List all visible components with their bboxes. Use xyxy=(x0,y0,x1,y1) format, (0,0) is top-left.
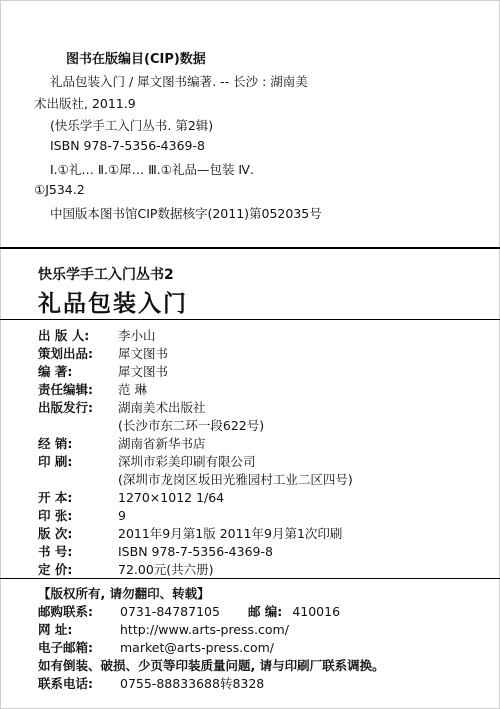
info-publisher-address: (长沙市东二环一段622号) xyxy=(118,418,265,433)
cip-line-6: ①J534.2 xyxy=(34,182,85,197)
info-price: 定 价: 72.00元(共六册) xyxy=(38,562,214,577)
quality-notice: 如有倒装、破损、少页等印装质量问题, 请与印刷厂联系调换。 xyxy=(38,658,385,673)
email-link[interactable]: market@arts-press.com/ xyxy=(120,640,274,655)
info-edition: 版 次: 2011年9月第1版 2011年9月第1次印刷 xyxy=(38,526,343,541)
info-printer: 印 刷: 深圳市彩美印刷有限公司 xyxy=(38,454,256,469)
cip-title: 图书在版编目(CIP)数据 xyxy=(66,52,206,67)
cip-line-3: (快乐学手工入门丛书. 第2辑) xyxy=(50,118,214,133)
cip-line-1: 礼品包装入门 / 犀文图书编著. -- 长沙 : 湖南美 xyxy=(50,74,308,89)
info-author: 编 著: 犀文图书 xyxy=(38,364,169,379)
divider-middle xyxy=(0,319,500,320)
info-editor: 责任编辑: 范 琳 xyxy=(38,382,147,397)
cip-line-2: 术出版社, 2011.9 xyxy=(34,96,136,111)
info-sheets: 印 张: 9 xyxy=(38,508,126,523)
cip-line-7: 中国版本图书馆CIP数据核字(2011)第052035号 xyxy=(50,206,322,221)
info-distributor: 经 销: 湖南省新华书店 xyxy=(38,436,206,451)
website-row: 网 址: http://www.arts-press.com/ xyxy=(38,622,289,637)
info-format: 开 本: 1270×1012 1/64 xyxy=(38,490,225,505)
series-title: 快乐学手工入门丛书2 xyxy=(38,267,174,283)
website-link[interactable]: http://www.arts-press.com/ xyxy=(120,622,289,637)
mail-order-row: 邮购联系: 0731-84787105 邮 编: 410016 xyxy=(38,604,341,619)
divider-bottom xyxy=(0,578,500,579)
info-printer-address: (深圳市龙岗区坂田光雅园村工业二区四号) xyxy=(118,472,353,487)
info-publisher-person: 出 版 人: 李小山 xyxy=(38,328,156,343)
rights-notice: 【版权所有, 请勿翻印、转载】 xyxy=(38,586,210,601)
info-planner: 策划出品: 犀文图书 xyxy=(38,346,169,361)
divider-top xyxy=(0,247,500,249)
cip-line-5: Ⅰ.①礼… Ⅱ.①犀… Ⅲ.①礼品—包装 Ⅳ. xyxy=(50,162,254,177)
info-publisher: 出版发行: 湖南美术出版社 xyxy=(38,400,206,415)
phone-row: 联系电话: 0755-88833688转8328 xyxy=(38,676,265,691)
info-isbn: 书 号: ISBN 978-7-5356-4369-8 xyxy=(38,544,273,559)
cip-line-4: ISBN 978-7-5356-4369-8 xyxy=(50,138,205,153)
book-title: 礼品包装入门 xyxy=(38,291,188,317)
email-row: 电子邮箱: market@arts-press.com/ xyxy=(38,640,274,655)
